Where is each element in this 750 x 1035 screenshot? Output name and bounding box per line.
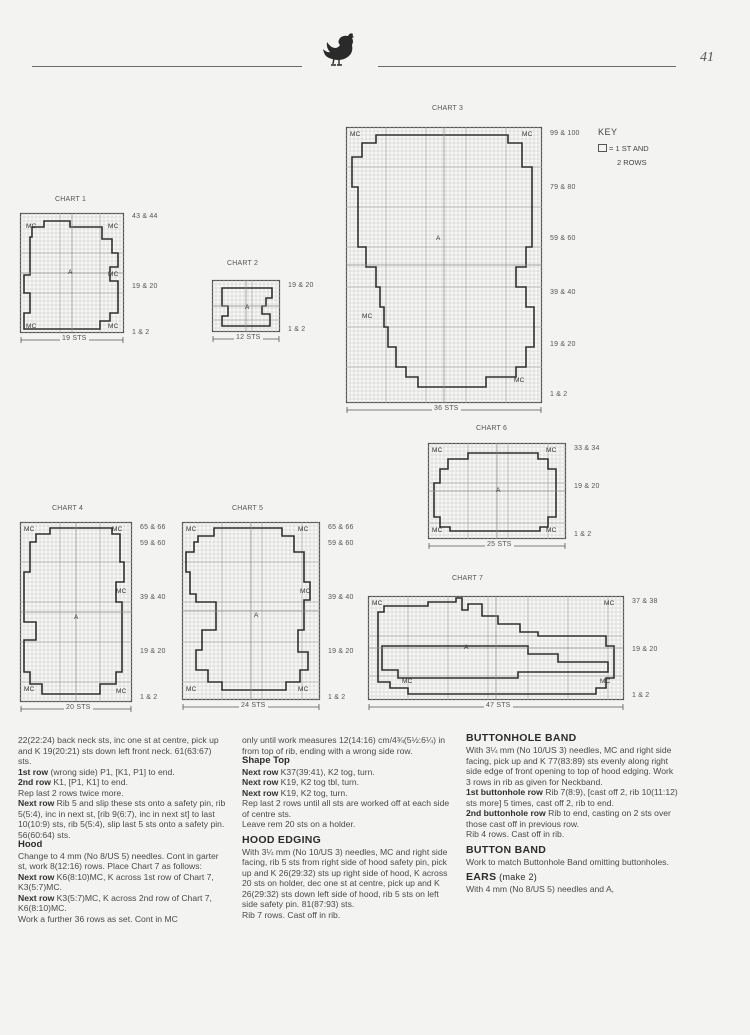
button-band-paragraph: Work to match Buttonhole Band omitting buttonholes.	[466, 856, 669, 867]
colour-mc-mark: MC	[108, 323, 119, 330]
shape-top-heading: Shape Top	[242, 755, 290, 766]
colour-mc-mark: MC	[350, 131, 361, 138]
chart-row-label: 1 & 2	[632, 692, 650, 699]
chart-stitch-count: 20 STS	[66, 704, 91, 711]
row-instruction: Next row K19, K2 tog tbl, turn.	[242, 777, 360, 787]
colour-a-mark: A	[496, 487, 501, 494]
instructions-column-1	[18, 735, 226, 924]
chart-row-label: 39 & 40	[140, 594, 166, 601]
chart-row-label: 65 & 66	[140, 524, 166, 531]
colour-mc-mark: MC	[432, 447, 443, 454]
chart-row-label: 19 & 20	[288, 282, 314, 289]
button-band-heading: BUTTON BAND	[466, 843, 547, 856]
chart-row-label: 19 & 20	[328, 648, 354, 655]
chart-row-label: 59 & 60	[140, 540, 166, 547]
chart-stitch-count: 36 STS	[434, 405, 459, 412]
colour-a-mark: A	[254, 612, 259, 619]
hood-edging-finish: Rib 7 rows. Cast off in rib.	[242, 909, 341, 920]
repeat-text: Rep last 2 rows until all sts are worked off at each side of centre sts.	[242, 798, 450, 819]
colour-a-mark: A	[464, 644, 469, 651]
chart-row-label: 1 & 2	[132, 329, 150, 336]
chart-grid	[20, 522, 132, 702]
chart-row-label: 1 & 2	[140, 694, 158, 701]
row-instruction: 1st row (wrong side) P1, [K1, P1] to end.	[18, 766, 175, 777]
hood-paragraph: Change to 4 mm (No 8/US 5) needles. Cont in garter st, work 8(12:16) rows. Place Chart 7 as follows:	[18, 850, 219, 871]
chart-row-label: 39 & 40	[328, 594, 354, 601]
colour-mc-mark: MC	[600, 678, 611, 685]
rib-finish: Rib 4 rows. Cast off in rib.	[466, 829, 565, 839]
chart-stitch-count: 47 STS	[486, 702, 511, 709]
colour-mc-mark: MC	[514, 377, 525, 384]
colour-mc-mark: MC	[546, 527, 557, 534]
chart-row-label: 19 & 20	[632, 646, 658, 653]
colour-mc-mark: MC	[432, 527, 443, 534]
row-instruction: 2nd buttonhole row Rib to end, casting on 2 sts over those cast off in previous row.	[466, 808, 671, 829]
chart-row-label: 79 & 80	[550, 184, 576, 191]
chart-row-label: 1 & 2	[328, 694, 346, 701]
colour-a-mark: A	[245, 304, 250, 311]
hood-edging-heading: HOOD EDGING	[242, 833, 322, 846]
chart-row-label: 37 & 38	[632, 598, 658, 605]
chart-title: CHART 4	[52, 505, 84, 512]
instructions-column-2	[242, 735, 450, 920]
hood-heading: Hood	[18, 839, 43, 850]
header-rule-right	[378, 66, 676, 67]
chart-title: CHART 5	[232, 505, 264, 512]
chart-title: CHART 2	[227, 260, 259, 267]
hood-edging-paragraph: With 3¼ mm (No 10/US 3) needles, MC and right side facing, rib 5 sts from right side of hood safety pin, pick up and K 26(29:32) sts up right side of hood, K across 20 sts on holder, dec one st at centre, pick up and K 26(29:32) sts down left side of hood, rib 5 sts on left side safety pin. 81(87:93) sts.	[242, 846, 448, 909]
colour-mc-mark: MC	[108, 223, 119, 230]
chart-row-label: 59 & 60	[328, 540, 354, 547]
chart-row-label: 1 & 2	[288, 326, 306, 333]
chart-3	[346, 105, 580, 412]
colour-mc-mark: MC	[402, 678, 413, 685]
colour-mc-mark: MC	[26, 323, 37, 330]
colour-mc-mark: MC	[546, 447, 557, 454]
chart-title: CHART 7	[452, 575, 484, 582]
chart-row-label: 1 & 2	[574, 531, 592, 538]
colour-a-mark: A	[74, 614, 79, 621]
ears-heading: EARS (make 2)	[466, 871, 538, 883]
colour-mc-mark: MC	[112, 526, 123, 533]
colour-a-mark: A	[68, 269, 73, 276]
chart-grid	[346, 127, 542, 403]
colour-mc-mark: MC	[116, 588, 127, 595]
colour-mc-mark: MC	[298, 526, 309, 533]
colour-mc-mark: MC	[186, 686, 197, 693]
key-entry	[598, 144, 649, 153]
row-instruction: Next row Rib 5 and slip these sts onto a safety pin, rib 5(5:4), inc in next st, [rib 9(6:7), inc in next st] to last 10(10:9) sts, rib 5(5:4), slip last 5 sts onto a safety pin. 56(60:64) sts.	[18, 798, 226, 840]
colour-mc-mark: MC	[522, 131, 533, 138]
instructions-column-3	[466, 732, 678, 895]
colour-mc-mark: MC	[24, 526, 35, 533]
chart-6	[428, 425, 600, 548]
buttonhole-band-paragraph: With 3¼ mm (No 10/US 3) needles, MC and right side facing, pick up and K 77(83:89) sts evenly along right side edge of front opening to top of hood edging. Work 3 rows in rib as given for Neckband.	[466, 745, 674, 787]
chart-title: CHART 1	[55, 196, 87, 203]
row-instruction: Next row K37(39:41), K2 tog, turn.	[242, 766, 375, 777]
chart-row-label: 19 & 20	[132, 283, 158, 290]
chart-row-label: 65 & 66	[328, 524, 354, 531]
chart-stitch-count: 24 STS	[241, 702, 266, 709]
colour-mc-mark: MC	[108, 271, 119, 278]
colour-mc-mark: MC	[186, 526, 197, 533]
chart-row-label: 39 & 40	[550, 289, 576, 296]
chart-stitch-count: 19 STS	[62, 335, 87, 342]
key-line2: 2 ROWS	[617, 158, 647, 167]
row-instruction: Next row K3(5:7)MC, K across 2nd row of Chart 7, K6(8:10)MC.	[18, 892, 212, 913]
colour-a-mark: A	[436, 235, 441, 242]
chart-title: CHART 3	[432, 105, 464, 112]
ears-paragraph: With 4 mm (No 8/US 5) needles and A,	[466, 884, 615, 894]
row-instruction: 2nd row K1, [P1, K1] to end.	[18, 777, 128, 787]
chart-row-label: 33 & 34	[574, 445, 600, 452]
colour-mc-mark: MC	[372, 600, 383, 607]
hen-icon	[322, 30, 356, 66]
repeat-text: Rep last 2 rows twice more.	[18, 787, 124, 798]
key-square-icon	[598, 144, 607, 152]
key-line1: = 1 ST AND	[609, 144, 649, 153]
chart-1	[20, 196, 158, 342]
chart-7	[368, 575, 658, 709]
chart-stitch-count: 12 STS	[236, 334, 261, 341]
colour-mc-mark: MC	[24, 686, 35, 693]
chart-row-label: 19 & 20	[550, 341, 576, 348]
chart-row-label: 1 & 2	[550, 391, 568, 398]
chart-stitch-count: 25 STS	[487, 541, 512, 548]
chart-row-label: 59 & 60	[550, 235, 576, 242]
colour-mc-mark: MC	[362, 313, 373, 320]
chart-row-label: 99 & 100	[550, 130, 580, 137]
chart-grid	[182, 522, 320, 700]
buttonhole-band-heading: BUTTONHOLE BAND	[466, 732, 577, 744]
chart-row-label: 43 & 44	[132, 213, 158, 220]
colour-mc-mark: MC	[26, 223, 37, 230]
colour-mc-mark: MC	[116, 688, 127, 695]
chart-row-label: 19 & 20	[140, 648, 166, 655]
key-title: KEY	[598, 127, 618, 137]
colour-mc-mark: MC	[300, 588, 311, 595]
row-instruction: Next row K6(8:10)MC, K across 1st row of Chart 7, K3(5:7)MC.	[18, 871, 214, 892]
chart-title: CHART 6	[476, 425, 508, 432]
colour-mc-mark: MC	[298, 686, 309, 693]
neckband-paragraph: 22(22:24) back neck sts, inc one st at centre, pick up and K 19(20:21) sts down left front neck. 61(63:67) sts.	[18, 735, 219, 766]
page-number: 41	[700, 50, 714, 65]
hood-continue: Work a further 36 rows as set. Cont in MC	[18, 913, 178, 924]
row-instruction: 1st buttonhole row Rib 7(8:9), [cast off 2, rib 10(11:12) sts more] 5 times, cast off 2, rib to end.	[466, 787, 678, 808]
chart-5	[182, 505, 354, 709]
chart-row-label: 19 & 20	[574, 483, 600, 490]
chart-2	[212, 260, 314, 341]
row-instruction: Next row K19, K2 tog, turn.	[242, 787, 348, 798]
hood-measure-paragraph: only until work measures 12(14:16) cm/4¾(5½:6¼) in from top of rib, ending with a wrong side row.	[242, 735, 446, 756]
colour-mc-mark: MC	[604, 600, 615, 607]
leave-text: Leave rem 20 sts on a holder.	[242, 819, 356, 829]
chart-4	[20, 505, 166, 711]
header-rule-left	[32, 66, 302, 67]
